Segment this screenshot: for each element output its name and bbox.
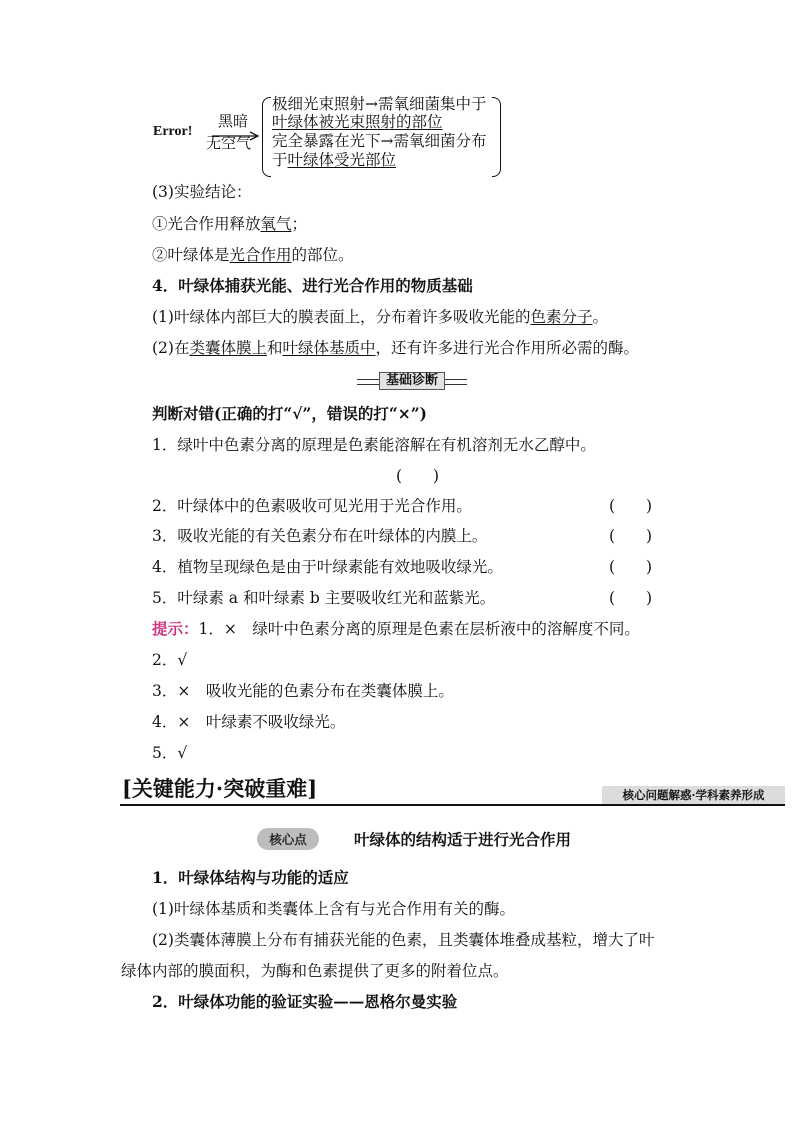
structure-paragraph2-line2: 绿体内部的膜面积，为酶和色素提供了更多的附着位点。 xyxy=(121,962,509,980)
answer-text: 1．× 绿叶中色素分离的原理是色素在层析液中的溶解度不同。 xyxy=(198,620,640,638)
structure-heading: 1．叶绿体结构与功能的适应 xyxy=(152,868,349,887)
text: (2)在 xyxy=(152,339,190,357)
answer-3: 3．× 吸收光能的色素分布在类囊体膜上。 xyxy=(152,682,454,700)
structure-paragraph2-line1: (2)类囊体薄膜上分布有捕获光能的色素，且类囊体堆叠成基粒，增大了叶 xyxy=(152,931,655,949)
diagnosis-instruction: 判断对错(正确的打“√”，错误的打“×”) xyxy=(152,404,428,423)
answer-2: 2．√ xyxy=(152,651,188,669)
underlined-text: 类囊体膜上 xyxy=(189,339,267,357)
condition-dark: 黑暗 xyxy=(218,112,249,130)
condition-no-air: 无空气 xyxy=(206,134,252,152)
error-label: Error! xyxy=(153,124,193,139)
answer-1 xyxy=(152,619,640,639)
result2-line1: 完全暴露在光下→需氧细菌分布 xyxy=(272,132,487,150)
text: ②叶绿体是 xyxy=(152,246,230,264)
question-5: 5．叶绿素 a 和叶绿素 b 主要吸收红光和蓝紫光。 xyxy=(152,589,496,607)
left-brace xyxy=(262,97,271,177)
section-tag: 核心问题解惑·学科素养形成 xyxy=(602,786,785,804)
text: 。 xyxy=(592,308,608,326)
text: 和 xyxy=(266,339,283,357)
answer-5: 5．√ xyxy=(152,744,188,762)
result1-line2: 叶绿体被光束照射的部位 xyxy=(272,113,443,131)
section-title: [关键能力·突破重难] xyxy=(122,776,318,801)
badge-label: 基础诊断 xyxy=(379,372,445,390)
text: ①光合作用释放 xyxy=(152,215,261,233)
basis-paragraph1 xyxy=(152,307,608,327)
hint-label: 提示： xyxy=(152,619,199,638)
question-4: 4．植物呈现绿色是由于叶绿素能有效地吸收绿光。 xyxy=(152,558,503,576)
section-divider xyxy=(120,804,785,806)
structure-heading2: 2．叶绿体功能的验证实验——恩格尔曼实验 xyxy=(152,992,458,1011)
question-3: 3．吸收光能的有关色素分布在叶绿体的内膜上。 xyxy=(152,527,488,545)
underlined-text: 光合作用 xyxy=(229,246,292,264)
answer-blank-4: ( ) xyxy=(609,558,653,576)
answer-blank-1: ( ) xyxy=(396,467,440,485)
question-1: 1．绿叶中色素分离的原理是色素能溶解在有机溶剂无水乙醇中。 xyxy=(152,436,596,454)
badge-decoration xyxy=(445,379,467,385)
answer-4: 4．× 叶绿素不吸收绿光。 xyxy=(152,713,346,731)
underlined-text: 氧气 xyxy=(260,215,292,233)
text: ，还有许多进行光合作用所必需的酶。 xyxy=(375,339,640,357)
conclusion-item1 xyxy=(152,214,307,234)
answer-blank-5: ( ) xyxy=(609,589,653,607)
basis-heading: 4．叶绿体捕获光能、进行光合作用的物质基础 xyxy=(152,276,473,295)
right-brace xyxy=(492,97,501,177)
answer-blank-3: ( ) xyxy=(609,527,653,545)
text: ； xyxy=(291,215,308,233)
keypoint-badge: 核心点 xyxy=(257,828,319,850)
conclusion-heading: (3)实验结论： xyxy=(152,183,252,201)
result2-prefix: 于 xyxy=(272,151,288,169)
underlined-text: 色素分子 xyxy=(530,308,593,326)
result2-line2 xyxy=(272,151,396,169)
text: 的部位。 xyxy=(291,246,354,264)
underlined-text: 叶绿体基质中 xyxy=(282,339,376,357)
basis-paragraph2 xyxy=(152,338,639,358)
conclusion-item2 xyxy=(152,245,354,265)
badge-decoration xyxy=(357,379,379,385)
answer-blank-2: ( ) xyxy=(609,497,653,515)
question-2: 2．叶绿体中的色素吸收可见光用于光合作用。 xyxy=(152,497,472,515)
keypoint-title: 叶绿体的结构适于进行光合作用 xyxy=(354,830,572,849)
result2-underlined: 叶绿体受光部位 xyxy=(287,151,397,169)
structure-paragraph1: (1)叶绿体基质和类囊体上含有与光合作用有关的酶。 xyxy=(152,900,515,918)
result1-line1: 极细光束照射→需氧细菌集中于 xyxy=(272,95,487,113)
text: (1)叶绿体内部巨大的膜表面上，分布着许多吸收光能的 xyxy=(152,308,531,326)
basic-diagnosis-badge xyxy=(357,372,467,390)
